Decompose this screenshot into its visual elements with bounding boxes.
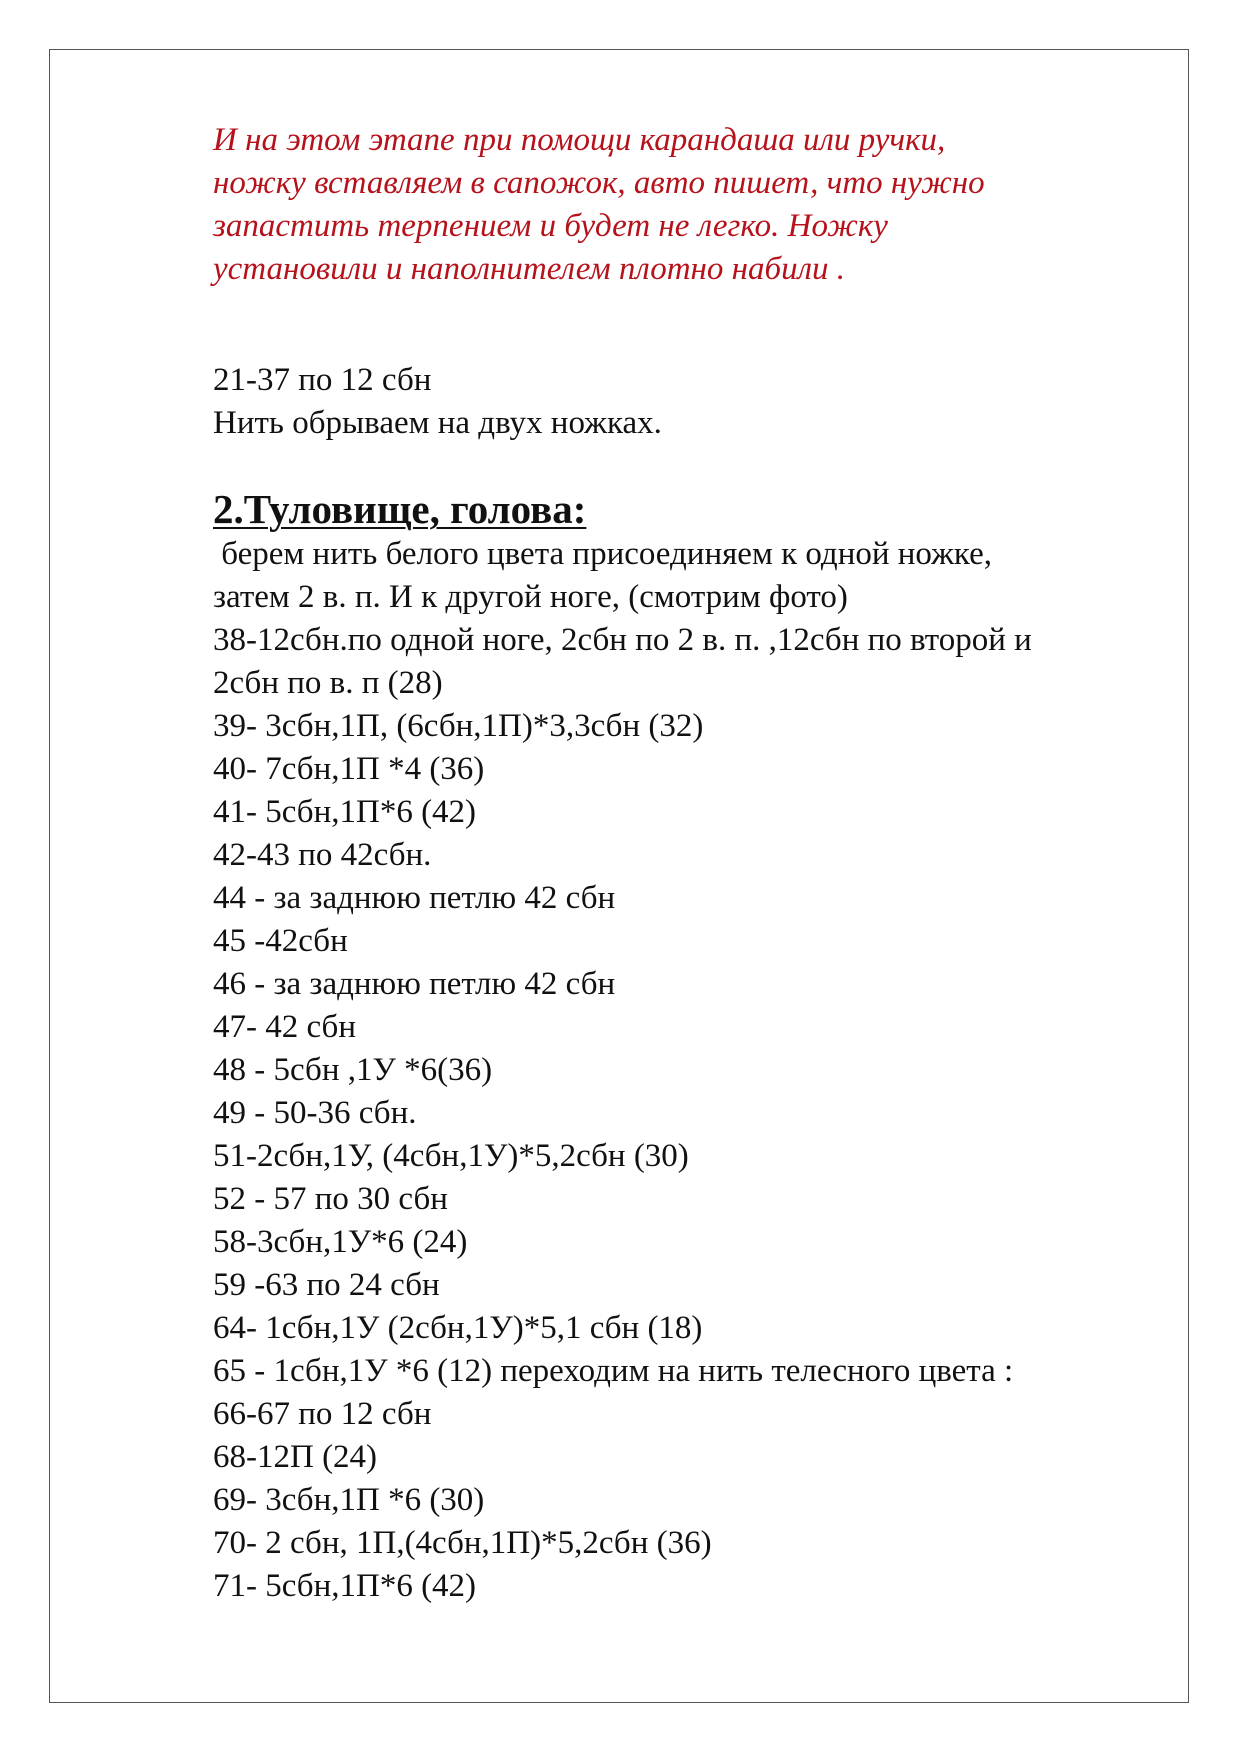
instruction-line: 47- 42 сбн — [213, 1009, 356, 1045]
instruction-line: 71- 5сбн,1П*6 (42) — [213, 1568, 477, 1604]
section-heading: 2.Туловище, голова: — [213, 486, 587, 532]
instruction-line: затем 2 в. п. И к другой ноге, (смотрим фото) — [213, 579, 848, 615]
intro-line: ножку вставляем в сапожок, авто пишет, что нужно — [213, 165, 985, 201]
instruction-line: 66-67 по 12 сбн — [213, 1396, 432, 1432]
instruction-line: 39- 3сбн,1П, (6сбн,1П)*3,3сбн (32) — [213, 708, 704, 744]
instruction-line: Нить обрываем на двух ножках. — [213, 405, 662, 441]
instruction-line: 52 - 57 по 30 сбн — [213, 1181, 448, 1217]
intro-line: запастить терпением и будет не легко. Ножку — [213, 208, 888, 244]
instruction-line: 68-12П (24) — [213, 1439, 378, 1475]
body-head-instructions — [213, 533, 1173, 1608]
intro-note — [213, 119, 1173, 291]
instruction-line: 38-12сбн.по одной ноге, 2сбн по 2 в. п. ,12сбн по второй и — [213, 622, 1032, 658]
instruction-line: 69- 3сбн,1П *6 (30) — [213, 1482, 485, 1518]
legs-end-instructions — [213, 359, 1173, 445]
instruction-line: 64- 1сбн,1У (2сбн,1У)*5,1 сбн (18) — [213, 1310, 703, 1346]
instruction-line: 21-37 по 12 сбн — [213, 362, 432, 398]
instruction-line: 40- 7сбн,1П *4 (36) — [213, 751, 485, 787]
instruction-line: 44 - за заднюю петлю 42 сбн — [213, 880, 616, 916]
document-body — [213, 119, 1173, 1608]
intro-line: И на этом этапе при помощи карандаша или ручки, — [213, 122, 946, 158]
instruction-line: берем нить белого цвета присоединяем к одной ножке, — [213, 536, 993, 572]
instruction-line: 51-2сбн,1У, (4сбн,1У)*5,2сбн (30) — [213, 1138, 689, 1174]
instruction-line: 41- 5сбн,1П*6 (42) — [213, 794, 477, 830]
instruction-line: 45 -42сбн — [213, 923, 348, 959]
instruction-line: 42-43 по 42сбн. — [213, 837, 432, 873]
instruction-line: 46 - за заднюю петлю 42 сбн — [213, 966, 616, 1002]
instruction-line: 59 -63 по 24 сбн — [213, 1267, 440, 1303]
intro-line: установили и наполнителем плотно набили . — [213, 251, 846, 287]
instruction-line: 58-3сбн,1У*6 (24) — [213, 1224, 468, 1260]
instruction-line: 70- 2 сбн, 1П,(4сбн,1П)*5,2сбн (36) — [213, 1525, 712, 1561]
instruction-line: 49 - 50-36 сбн. — [213, 1095, 417, 1131]
instruction-line: 48 - 5сбн ,1У *6(36) — [213, 1052, 493, 1088]
instruction-line: 65 - 1сбн,1У *6 (12) переходим на нить телесного цвета : — [213, 1353, 1014, 1389]
instruction-line: 2сбн по в. п (28) — [213, 665, 443, 701]
